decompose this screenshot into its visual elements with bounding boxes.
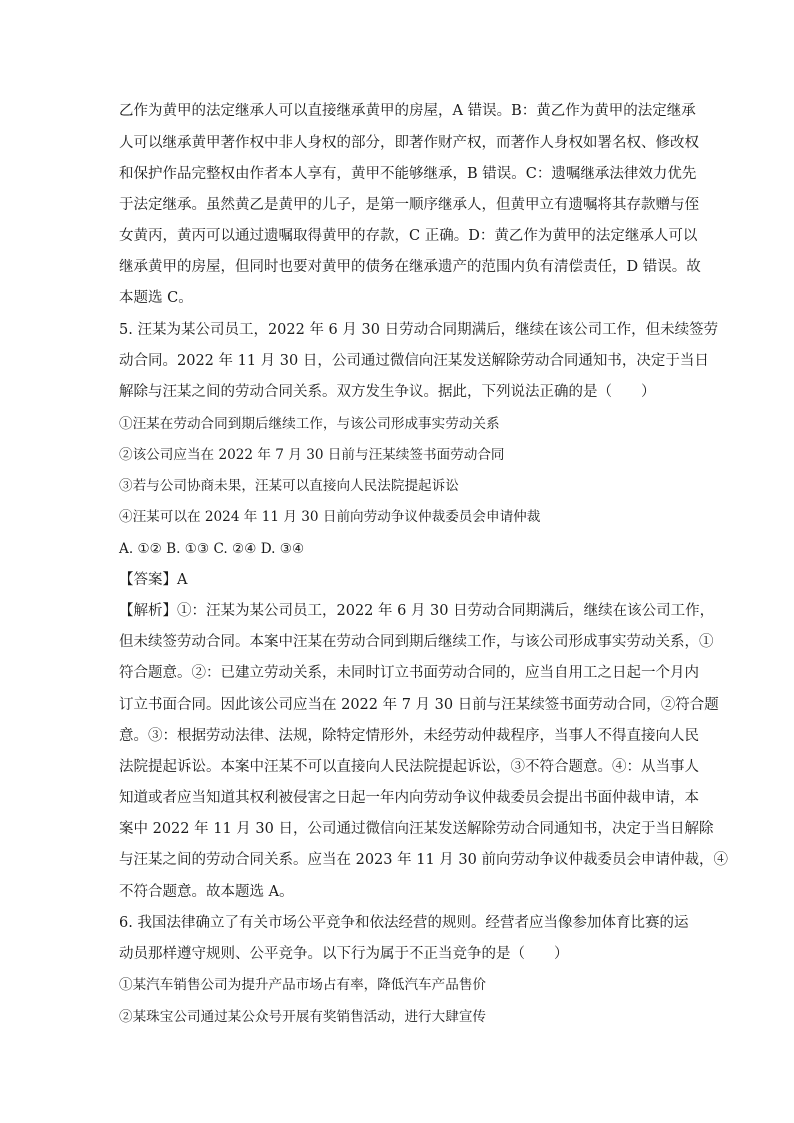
analysis-line: 知道或者应当知道其权利被侵害之日起一年内向劳动争议仲裁委员会提出书面仲裁申请，本 [119,790,699,806]
analysis-line: 符合题意。②：已建立劳动关系，未同时订立书面劳动合同的，应当自用工之日起一个月内 [119,665,699,681]
question-stem-line: 解除与汪某之间的劳动合同关系。双方发生争议。据此，下列说法正确的是（ ） [119,384,656,400]
option-2: ②某珠宝公司通过某公众号开展有奖销售活动，进行大肆宣传 [119,1009,487,1025]
analysis-line: 案中 2022 年 11 月 30 日，公司通过微信向汪某发送解除劳动合同通知书，决定于当日解除 [119,821,714,837]
analysis-line: 意。③：根据劳动法律、法规，除特定情形外，未经劳动仲裁程序，当事人不得直接向人民 [119,728,699,744]
option-4: ④汪某可以在 2024 年 11 月 30 日前向劳动争议仲裁委员会申请仲裁 [119,509,541,525]
option-3: ③若与公司协商未果，汪某可以直接向人民法院提起诉讼 [119,478,459,494]
question-stem-line: 6. 我国法律确立了有关市场公平竞争和依法经营的规则。经营者应当像参加体育比赛的运 [119,915,689,931]
analysis-line: 订立书面合同。因此该公司应当在 2022 年 7 月 30 日前与汪某续签书面劳动合同，②符合题 [119,697,719,713]
analysis-line: 法院提起诉讼。本案中汪某不可以直接向人民法院提起诉讼，③不符合题意。④：从当事人 [119,759,699,775]
option-2: ②该公司应当在 2022 年 7 月 30 日前与汪某续签书面劳动合同 [119,447,505,463]
question-stem-line: 动员那样遵守规则、公平竞争。以下行为属于不正当竞争的是（ ） [119,946,569,962]
text-line: 女黄丙，黄丙可以通过遗嘱取得黄甲的存款，C 正确。D：黄乙作为黄甲的法定继承人可以 [119,228,698,244]
text-line: 继承黄甲的房屋，但同时也要对黄甲的债务在继承遗产的范围内负有清偿责任，D 错误。故 [119,259,701,275]
answer-label: 【答案】A [119,572,188,588]
text-line: 乙作为黄甲的法定继承人可以直接继承黄甲的房屋，A 错误。B：黄乙作为黄甲的法定继承 [119,103,696,119]
text-line: 于法定继承。虽然黄乙是黄甲的儿子，是第一顺序继承人，但黄甲立有遗嘱将其存款赠与侄 [119,197,699,213]
text-line: 和保护作品完整权由作者本人享有，黄甲不能够继承，B 错误。C：遗嘱继承法律效力优先 [119,166,697,182]
analysis-line: 不符合题意。故本题选 A。 [119,884,294,900]
analysis-line: 【解析】①：汪某为某公司员工，2022 年 6 月 30 日劳动合同期满后，继续在该公司工作， [119,603,715,619]
question-stem-line: 5. 汪某为某公司员工，2022 年 6 月 30 日劳动合同期满后，继续在该公司工作，但未续签劳 [119,322,719,338]
analysis-line: 与汪某之间的劳动合同关系。应当在 2023 年 11 月 30 前向劳动争议仲裁委员会申请仲裁，④ [119,852,728,868]
text-line: 本题选 C。 [119,290,193,306]
question-stem-line: 动合同。2022 年 11 月 30 日，公司通过微信向汪某发送解除劳动合同通知书，决定于当日 [119,353,709,369]
analysis-line: 但未续签劳动合同。本案中汪某在劳动合同到期后继续工作，与该公司形成事实劳动关系，① [119,634,714,650]
option-1: ①汪某在劳动合同到期后继续工作，与该公司形成事实劳动关系 [119,416,500,432]
text-line: 人可以继承黄甲著作权中非人身权的部分，即著作财产权，而著作人身权如署名权、修改权 [119,135,699,151]
option-1: ①某汽车销售公司为提升产品市场占有率，降低汽车产品售价 [119,977,487,993]
answer-choices: A. ①② B. ①③ C. ②④ D. ③④ [119,541,305,557]
